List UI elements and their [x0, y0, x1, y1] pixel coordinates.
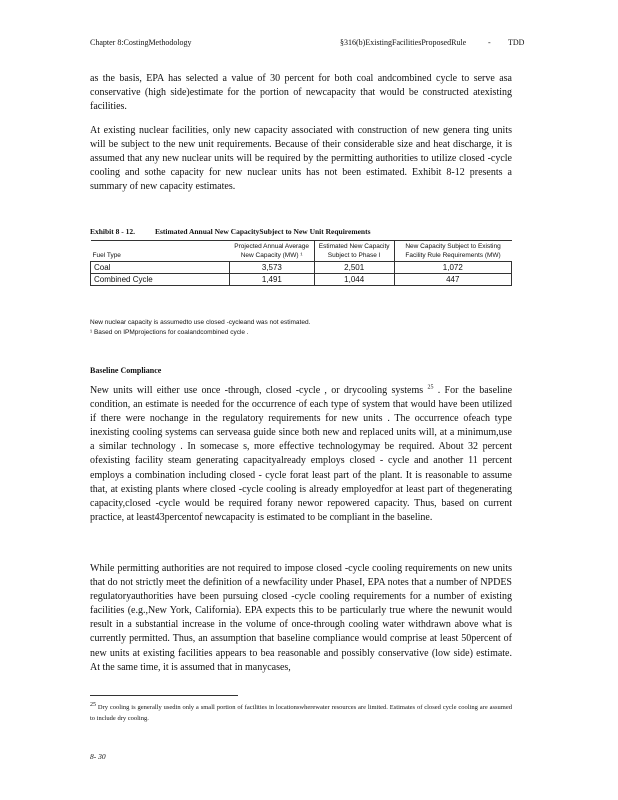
cell-fuel: Combined Cycle — [91, 274, 230, 286]
footnote-number: 25 — [90, 701, 96, 708]
paragraph-nuclear: At existing nuclear facilities, only new capacity associated with construction of new genera ting units will be subject to the new unit requirements. Because of their considerable size and heat discharge, it is assumed that any new nuclear units will be required by the permitting authorities to utilize closed -cycle cooling and sothe capacity for new nuclear units has not been estimated. Exhibit 8-12 presents a summary of new capacity estimates. — [90, 125, 512, 193]
table-row — [91, 262, 512, 274]
cell-estimated: 1,044 — [314, 274, 394, 286]
section-heading: Baseline Compliance — [90, 366, 162, 375]
footnote-reference: 25 — [427, 384, 434, 391]
col-projected-capacity: Projected Annual Average New Capacity (MW) ¹ — [230, 241, 315, 262]
paragraph-baseline — [90, 384, 512, 525]
footnote-text: Dry cooling is generally usedin only a small portion of facilities in locationswherewater resources are limited. Estimates of closed cycle cooling are assumed to include dry cooling. — [90, 704, 512, 722]
cell-estimated: 2,501 — [314, 262, 394, 274]
table-header-row — [91, 241, 512, 262]
paragraph-baseline-start: New units will either use once -through, closed -cycle , or drycooling systems — [90, 385, 424, 396]
table-row — [91, 274, 512, 286]
header-chapter: Chapter 8:CostingMethodology — [90, 38, 192, 47]
table-source: ¹ Based on IPMprojections for coalandcombined cycle . — [90, 329, 249, 336]
footnote-divider — [90, 695, 238, 696]
cell-fuel: Coal — [91, 262, 230, 274]
footnote — [90, 702, 512, 724]
paragraph-baseline-rest: . For the baseline condition, an estimate is needed for the occurrence of each type of system that would have been utilized if there were nochange in the regulatory requirements for new units . The occurrence ofeach type inexisting cooling systems can serveasa guide since both new and replaced units will, at a minimum,use a similar technology . In somecase s, more effective technologymay be required. About 32 percent ofexisting facility steam generating capacityalready employs closed - cycle and another 11 percent employs a combination including closed - cycle forat least part of the plant. It is reasonable to assume that, at existing plants where closed -cycle cooling is already employedfor at least part of thegenerating capacity,closed -cycle would be required forany newor repowered capacity. Thus, based on current practice, at least43percentof newcapacity is estimated to be compliant in the baseline. — [90, 385, 513, 523]
cell-existing: 447 — [394, 274, 511, 286]
paragraph-permitting: While permitting authorities are not required to impose closed -cycle cooling requirements on new units that do not strictly meet the definition of a newfacility under PhaseI, EPA notes that a number of NPDES regulatoryauthorities have been pursuing closed -cycle cooling requirements for a number of existing facilities (e.g.,New York, California). EPA expects this to be particularly true where the newunit would result in a substantial increase in the volume of once-through cooling water withdrawn above what is currently permitted. Thus, an assumption that baseline compliance would comprise at least 50percent of new units at existing facilities appears to bea reasonable and possibly conservative (low side) estimate. At the same time, it is assumed that in manycases, — [90, 563, 512, 673]
exhibit-table — [90, 240, 512, 286]
table-note: New nuclear capacity is assumedto use closed -cycleand was not estimated. — [90, 319, 311, 326]
exhibit-label: Exhibit 8 - 12. — [90, 227, 136, 236]
paragraph-basis: as the basis, EPA has selected a value of 30 percent for both coal andcombined cycle to serve asa conservative (high side)estimate for the portion of newcapacity that would be constructed atexisting facilities. — [90, 73, 512, 113]
col-estimated-phase1: Estimated New Capacity Subject to Phase I — [314, 241, 394, 262]
exhibit-title — [90, 227, 510, 236]
page-number: 8- 30 — [90, 752, 106, 761]
col-fuel-type: Fuel Type — [91, 241, 230, 262]
header-separator: - — [488, 38, 491, 47]
header-rule-title: §316(b)ExistingFacilitiesProposedRule — [340, 38, 467, 47]
header-doc-code: TDD — [508, 38, 525, 47]
cell-projected: 3,573 — [230, 262, 315, 274]
cell-existing: 1,072 — [394, 262, 511, 274]
col-existing-facility: New Capacity Subject to Existing Facility Rule Requirements (MW) — [394, 241, 511, 262]
cell-projected: 1,491 — [230, 274, 315, 286]
exhibit-caption: Estimated Annual New CapacitySubject to New Unit Requirements — [155, 227, 371, 236]
